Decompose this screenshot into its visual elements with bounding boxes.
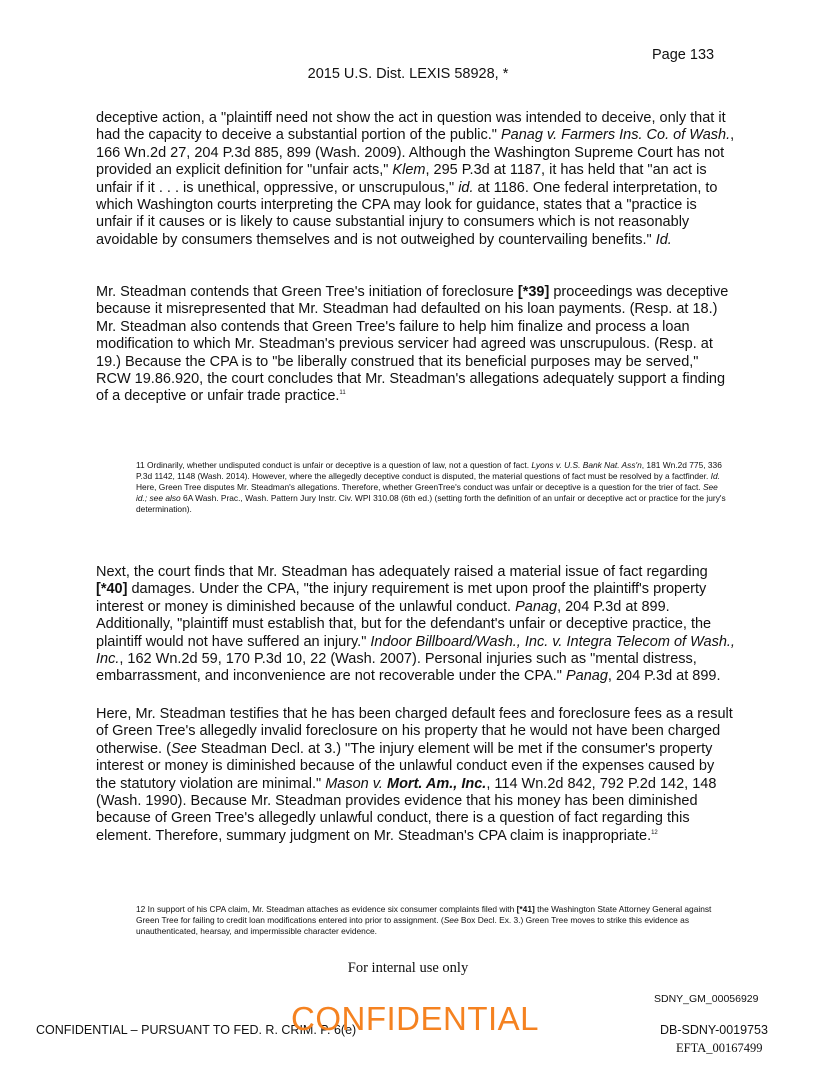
text-run: at 1186. One federal interpretation, to which Washington courts interpreting the CPA may look for guidance, states that a "practice is unfair if it causes or is likely to cause substantial injury to consumers which is not reasonably avoidable by consumers themselves and is not outweighed by countervailing benefits." [96,179,718,248]
body-paragraph-4 [96,706,736,845]
text-run: 6A Wash. Prac., Wash. Pattern Jury Instr. Civ. WPI 310.08 (6th ed.) (setting forth the definition of an unfair or deceptive act or practice for the jury's determination). [136,493,726,514]
case-citation-bold: Mort. Am., Inc. [386,775,487,792]
text-run: , 204 P.3d at 899. Additionally, "plaintiff must establish that, but for the defendant's unfair or deceptive practice, the plaintiff would not have suffered an injury." [96,598,712,650]
text-run: , 114 Wn.2d 842, 792 P.2d 142, 148 (Wash. 1990). Because Mr. Steadman provides evidence that his money has been diminished because of Green Tree's allegedly unlawful conduct, there is a question of fact regarding this element. Therefore, summary judgment on Mr. Steadman's CPA claim is inappropriate. [96,775,717,844]
text-run: 12 In support of his CPA claim, Mr. Steadman attaches as evidence six consumer complaints filed with [136,904,517,914]
signal-word: See [443,915,459,925]
text-run: the Washington State Attorney General against Green Tree for failing to credit loan modifications entered into prior to assignment. ( [136,904,712,925]
star-page-marker: [*39] [517,284,550,300]
page-number: Page 133 [652,47,715,63]
body-paragraph-3 [96,564,736,686]
body-paragraph-1 [96,110,736,249]
case-citation: Panag v. Farmers Ins. Co. of Wash. [500,127,731,144]
text-run: proceedings was deceptive because it misrepresented that Mr. Steadman had defaulted on his loan payments. (Resp. at 18.) Mr. Steadman also contends that Green Tree's failure to help him finalize and process a loan modification to which Mr. Steadman's previous servicer had agreed was unscrupulous. (Resp. at 19.) Because the CPA is to "be liberally construed that its beneficial purposes may be served," RCW 19.86.920, the court concludes that Mr. Steadman's allegations adequately support a finding of a deceptive or unfair trade practice. [96,284,729,405]
case-citation: Klem [392,162,426,179]
bates-number-sdny: SDNY_GM_00056929 [654,993,759,1005]
text-run: Here, Mr. Steadman testifies that he has been charged default fees and foreclosure fees as a result of Green Tree's allegedly invalid foreclosure on his property that he would not have been charged otherwise. ( [96,706,733,757]
case-citation: Lyons v. U.S. Bank Nat. Ass'n [531,460,642,470]
case-citation: See id.; see also [136,482,718,503]
text-run: , 181 Wn.2d 775, 336 P.3d 1142, 1148 (Wash. 2014). However, where the allegedly deceptive conduct is disputed, the material questions of fact must be resolved by a factfinder. [136,460,722,481]
confidentiality-legend: CONFIDENTIAL – PURSUANT TO FED. R. CRIM. P. 6(e) [36,1023,357,1037]
text-run: , 166 Wn.2d 27, 204 P.3d 885, 899 (Wash. 2009). Although the Washington Supreme Court has not provided an explicit definition for "unfair acts," [96,127,735,179]
efta-number: EFTA_00167499 [676,1041,763,1055]
case-citation: Indoor Billboard/Wash., Inc. v. Integra Telecom of Wash., Inc. [96,633,735,668]
footnote-12 [136,904,726,937]
case-citation: Panag [515,598,558,615]
star-page-marker: [*41] [516,904,535,914]
case-citation: Id. [710,471,720,481]
text-run: Here, Green Tree disputes Mr. Steadman's allegations. Therefore, whether GreenTree's conduct was unfair or deceptive is a question for the trier of fact. [136,482,703,492]
text-run: deceptive action, a "plaintiff need not show the act in question was intended to deceive, only that it had the capacity to deceive a substantial portion of the public." [96,110,726,144]
text-run: Steadman Decl. at 3.) "The injury element will be met if the consumer's property interest or money is diminished because of the unlawful conduct even if the expenses caused by the statutory violation are minimal." [96,740,715,792]
internal-use-notice: For internal use only [347,960,469,976]
text-run: Box Decl. Ex. 3.) Green Tree moves to strike this evidence as unauthenticated, hearsay, and impermissible character evidence. [136,915,690,936]
footnote-ref-12[interactable]: 12 [651,830,658,837]
text-run: damages. Under the CPA, "the injury requirement is met upon proof the plaintiff's property interest or money is diminished because of the unlawful conduct. [96,581,707,615]
case-citation: id. [458,179,474,196]
footnote-11 [136,460,726,515]
case-citation: Mason v. [325,775,387,792]
signal-word: See [170,740,197,757]
text-run: , 162 Wn.2d 59, 170 P.3d 10, 22 (Wash. 2007). Personal injuries such as "mental distress, embarrassment, and inconvenience are not recoverable under the CPA." [96,651,697,685]
bates-number-db: DB-SDNY-0019753 [660,1023,768,1037]
case-citation: Panag [565,668,608,685]
running-head: 2015 U.S. Dist. LEXIS 58928, * [307,66,509,82]
text-run: Next, the court finds that Mr. Steadman has adequately raised a material issue of fact regarding [96,564,708,580]
star-page-marker: [*40] [96,581,128,598]
confidential-stamp: CONFIDENTIAL [291,1000,540,1037]
text-run: 11 Ordinarily, whether undisputed conduct is unfair or deceptive is a question of law, not a question of fact. [136,460,532,470]
text-run: Mr. Steadman contends that Green Tree's initiation of foreclosure [96,284,518,300]
text-run: , 295 P.3d at 1187, it has held that "an act is unfair if it . . . is unethical, oppressive, or unscrupulous," [96,162,707,196]
case-citation: Id. [655,231,672,248]
text-run: , 204 P.3d at 899. [607,668,721,685]
footnote-ref-11[interactable]: 11 [339,390,346,397]
body-paragraph-2 [96,284,736,406]
